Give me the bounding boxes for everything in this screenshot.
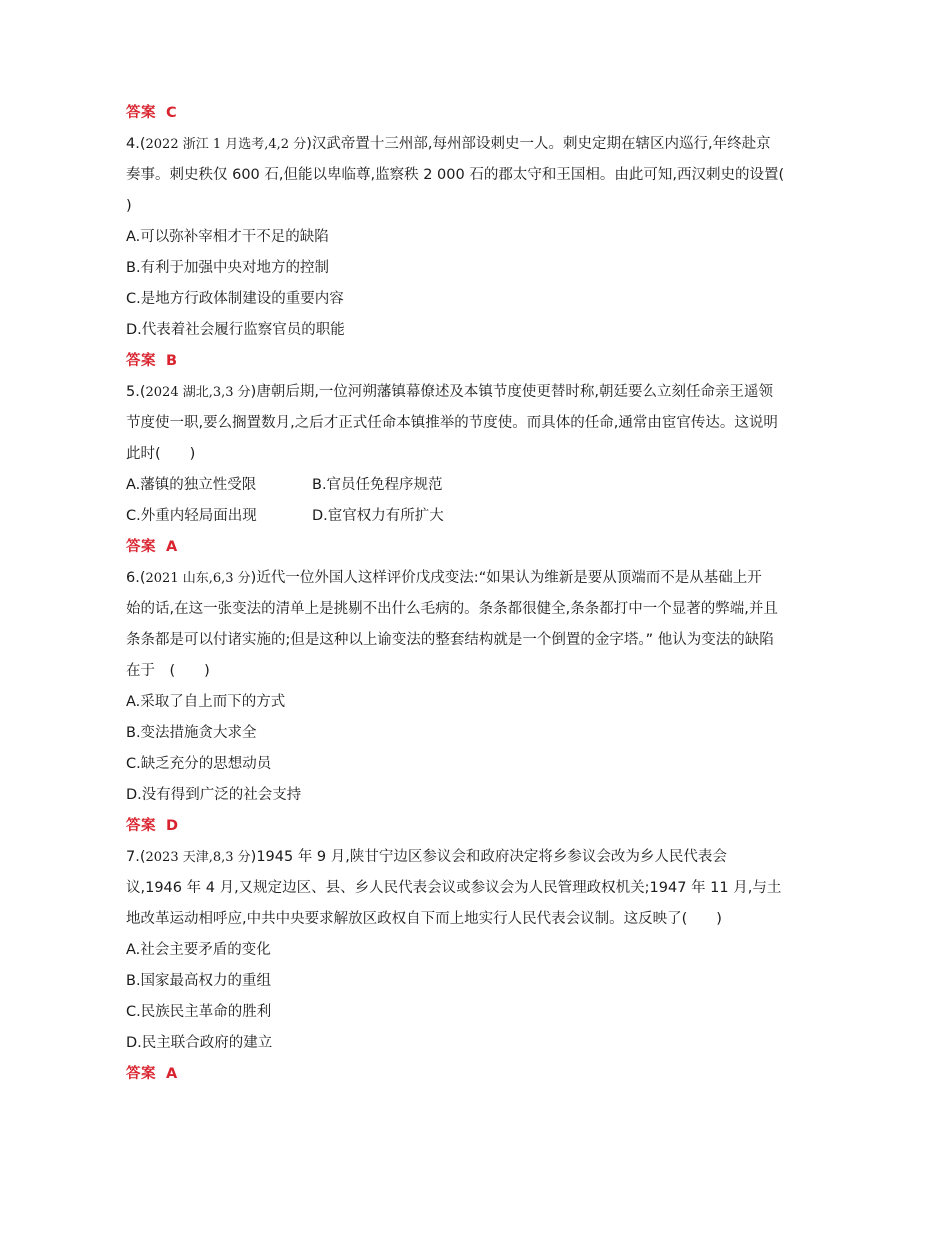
question-text-line <box>126 377 826 408</box>
option-d: D.宦官权力有所扩大 <box>312 508 444 524</box>
option-b: B.官员任免程序规范 <box>312 477 443 493</box>
question-number: 6.( <box>126 570 146 586</box>
question-text-line: 奏事。刺史秩仅 600 石,但能以卑临尊,监察秩 2 000 石的郡太守和王国相。由此可知,西汉刺史的设置( <box>126 167 785 183</box>
question-text: )唐朝后期,一位河朔藩镇幕僚述及本镇节度使更替时称,朝廷要么立刻任命亲王遥领 <box>250 384 774 400</box>
answer-value: A <box>166 539 178 555</box>
question-text-line: 始的话,在这一张变法的清单上是挑剔不出什么毛病的。条条都很健全,条条都打中一个显著的弊端,并且 <box>126 601 778 617</box>
question-source: 2023 天津,8,3 分 <box>145 850 251 865</box>
exam-page <box>126 98 826 1090</box>
question-source: 2022 浙江 1 月选考,4,2 分 <box>145 137 307 152</box>
answer-label: 答案 <box>126 1066 156 1082</box>
question-number: 7.( <box>126 849 146 865</box>
option-a: A.可以弥补宰相才干不足的缺陷 <box>126 229 329 245</box>
question-text: )近代一位外国人这样评价戊戌变法:“如果认为维新是要从顶端而不是从基础上开 <box>250 570 762 586</box>
question-source: 2024 湖北,3,3 分 <box>145 385 251 400</box>
option-row <box>126 470 826 501</box>
option-d: D.民主联合政府的建立 <box>126 1035 273 1051</box>
answer-label: 答案 <box>126 105 156 121</box>
option-d: D.代表着社会履行监察官员的职能 <box>126 322 345 338</box>
option-a: A.社会主要矛盾的变化 <box>126 942 271 958</box>
option-b: B.有利于加强中央对地方的控制 <box>126 260 330 276</box>
answer-q6 <box>126 811 826 842</box>
option-a: A.采取了自上而下的方式 <box>126 694 286 710</box>
question-text-line: ) <box>126 198 132 214</box>
question-text-line: 节度使一职,要么搁置数月,之后才正式任命本镇推举的节度使。而具体的任命,通常由宦官传达。这说明 <box>126 415 778 431</box>
question-text-line: 议,1946 年 4 月,又规定边区、县、乡人民代表会议或参议会为人民管理政权机关;1947 年 11 月,与土 <box>126 880 782 896</box>
question-6 <box>126 563 826 842</box>
option-d: D.没有得到广泛的社会支持 <box>126 787 302 803</box>
answer-q4 <box>126 346 826 377</box>
question-5 <box>126 377 826 563</box>
question-source: 2021 山东,6,3 分 <box>145 571 251 586</box>
question-text-line: 条条都是可以付诸实施的;但是这种以上谕变法的整套结构就是一个倒置的金字塔。” 他认为变法的缺陷 <box>126 632 774 648</box>
option-c: C.民族民主革命的胜利 <box>126 1004 272 1020</box>
question-text-line: 此时( ) <box>126 446 196 462</box>
answer-q3 <box>126 98 826 129</box>
question-number: 5.( <box>126 384 146 400</box>
question-text-line <box>126 563 826 594</box>
question-text-line: 在于 ( ) <box>126 663 210 679</box>
option-b: B.变法措施贪大求全 <box>126 725 257 741</box>
answer-label: 答案 <box>126 539 156 555</box>
question-text-line: 地改革运动相呼应,中共中央要求解放区政权自下而上地实行人民代表会议制。这反映了( ) <box>126 911 722 927</box>
answer-value: D <box>166 818 179 834</box>
option-c: C.缺乏充分的思想动员 <box>126 756 272 772</box>
question-4 <box>126 129 826 377</box>
option-a: A.藩镇的独立性受限 <box>126 477 257 493</box>
question-number: 4.( <box>126 136 146 152</box>
option-row <box>126 501 826 532</box>
option-b: B.国家最高权力的重组 <box>126 973 272 989</box>
question-text-line <box>126 129 826 160</box>
question-7 <box>126 842 826 1090</box>
answer-value: A <box>166 1066 178 1082</box>
option-c: C.是地方行政体制建设的重要内容 <box>126 291 344 307</box>
answer-label: 答案 <box>126 818 156 834</box>
answer-value: B <box>166 353 178 369</box>
question-text-line <box>126 842 826 873</box>
answer-q5 <box>126 532 826 563</box>
answer-value: C <box>166 105 178 121</box>
answer-q7 <box>126 1059 826 1090</box>
answer-label: 答案 <box>126 353 156 369</box>
question-text: )汉武帝置十三州部,每州部设刺史一人。刺史定期在辖区内巡行,年终赴京 <box>306 136 771 152</box>
option-c: C.外重内轻局面出现 <box>126 508 257 524</box>
question-text: )1945 年 9 月,陕甘宁边区参议会和政府决定将乡参议会改为乡人民代表会 <box>250 849 727 865</box>
